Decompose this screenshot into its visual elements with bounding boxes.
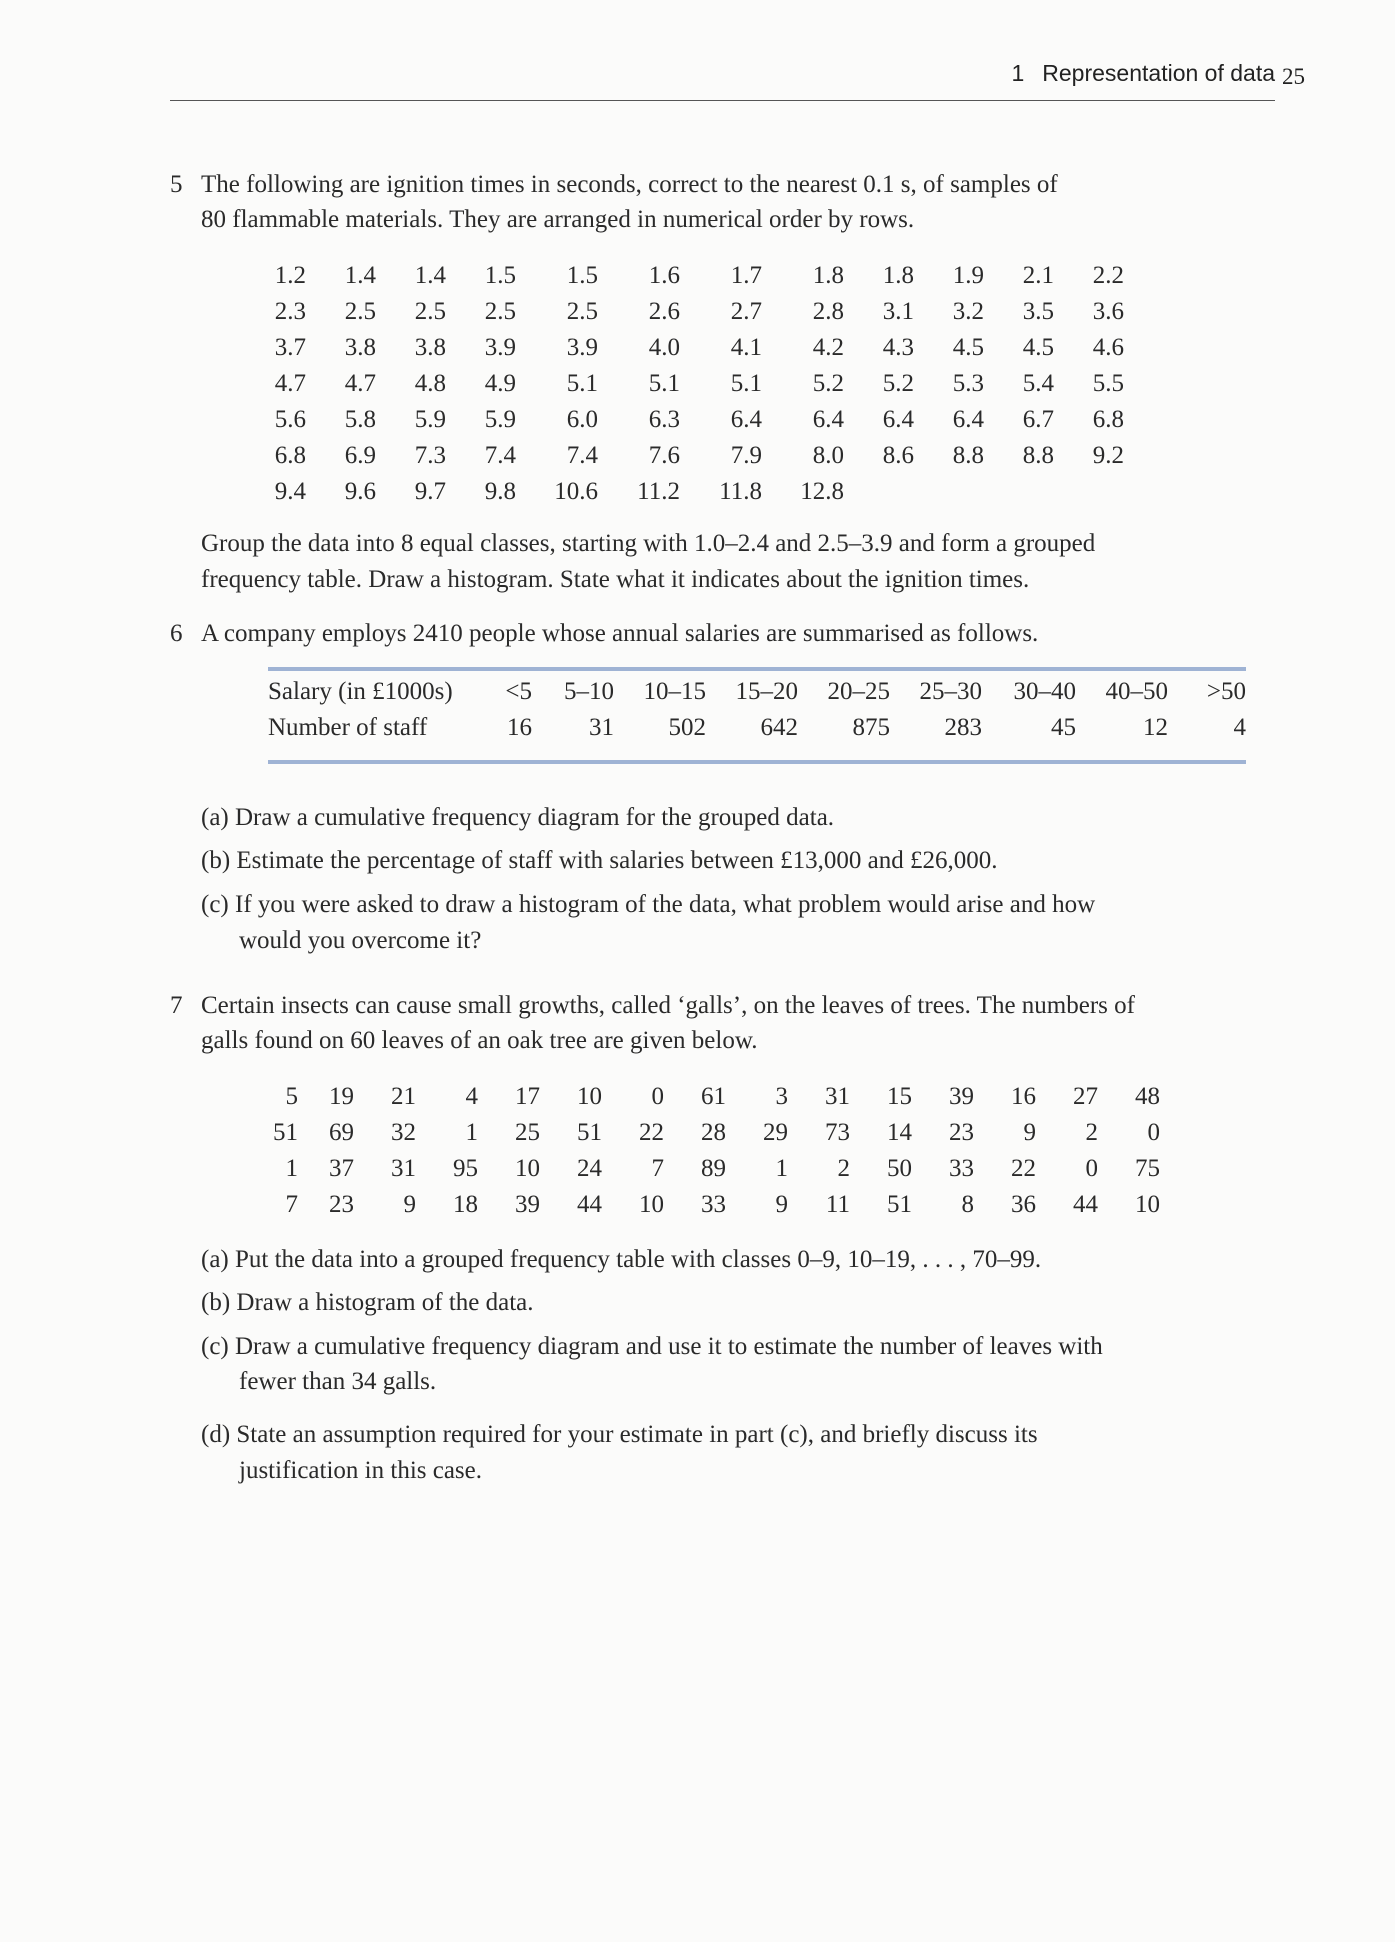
page-number: 25: [1282, 64, 1305, 89]
galls-count-cell: 51: [577, 1119, 602, 1146]
galls-count-cell: 16: [1011, 1083, 1036, 1110]
question-6-part-b: (b) Estimate the percentage of staff with salaries between £13,000 and £26,000.: [201, 847, 998, 874]
staff-count-cell: 283: [944, 714, 982, 741]
galls-count-cell: 21: [391, 1083, 416, 1110]
question-7-part-c-line2: fewer than 34 galls.: [239, 1368, 437, 1395]
ignition-time-cell: [844, 474, 914, 510]
question-6-text: A company employs 2410 people whose annual salaries are summarised as follows.: [201, 620, 1039, 647]
salary-class-cell: >50: [1206, 678, 1246, 705]
staff-count-cell: 12: [1143, 714, 1168, 741]
ignition-time-cell: 11.8: [719, 478, 762, 505]
galls-count-cell: 11: [825, 1191, 850, 1218]
ignition-time-cell: 3.2: [952, 298, 984, 325]
staff-count-cell: 16: [507, 714, 532, 741]
galls-count-cell: 39: [949, 1083, 974, 1110]
salary-class-cell: <5: [505, 678, 532, 705]
ignition-time-cell: 2.6: [648, 298, 680, 325]
galls-count-cell: 19: [329, 1083, 354, 1110]
ignition-time-cell: 4.9: [484, 370, 516, 397]
galls-count-cell: 32: [391, 1119, 416, 1146]
ignition-time-cell: 4.5: [1022, 334, 1054, 361]
salary-class-cell: 25–30: [919, 678, 982, 705]
galls-count-cell: 23: [329, 1191, 354, 1218]
galls-count-cell: 44: [577, 1191, 602, 1218]
galls-count-cell: 10: [577, 1083, 602, 1110]
question-6-part-a: (a) Draw a cumulative frequency diagram for the grouped data.: [201, 804, 835, 831]
galls-count-cell: 73: [825, 1119, 850, 1146]
ignition-time-cell: 8.8: [952, 442, 984, 469]
ignition-time-cell: 1.6: [648, 262, 680, 289]
salary-class-cell: 15–20: [735, 678, 798, 705]
ignition-time-cell: 6.4: [882, 406, 914, 433]
ignition-time-cell: 6.4: [952, 406, 984, 433]
salary-class-cell: 20–25: [827, 678, 890, 705]
ignition-time-cell: 5.8: [344, 406, 376, 433]
ignition-time-cell: 2.5: [414, 298, 446, 325]
galls-count-cell: 9: [1023, 1119, 1036, 1146]
ignition-time-cell: 7.4: [566, 442, 598, 469]
question-7-text-line1: Certain insects can cause small growths, called ‘galls’, on the leaves of trees. The numbers of: [201, 992, 1135, 1019]
ignition-time-cell: 2.1: [1022, 262, 1054, 289]
data-row: [262, 474, 1124, 510]
galls-count-cell: 51: [887, 1191, 912, 1218]
ignition-time-cell: 3.8: [344, 334, 376, 361]
staff-count-cell: 31: [589, 714, 614, 741]
question-7-part-c-line1: (c) Draw a cumulative frequency diagram and use it to estimate the number of leaves with: [201, 1333, 1103, 1360]
galls-count-cell: 10: [639, 1191, 664, 1218]
galls-count-cell: 9: [775, 1191, 788, 1218]
ignition-time-cell: 4.0: [648, 334, 680, 361]
galls-count-cell: 25: [515, 1119, 540, 1146]
ignition-time-cell: 5.9: [414, 406, 446, 433]
ignition-times-table: [262, 258, 1124, 510]
ignition-time-cell: 8.8: [1022, 442, 1054, 469]
galls-count-cell: 27: [1073, 1083, 1098, 1110]
ignition-time-cell: 9.4: [274, 478, 306, 505]
ignition-time-cell: 2.7: [730, 298, 762, 325]
galls-count-cell: 39: [515, 1191, 540, 1218]
question-6-number: 6: [170, 620, 183, 647]
ignition-time-cell: 8.6: [882, 442, 914, 469]
ignition-time-cell: 2.5: [566, 298, 598, 325]
galls-count-cell: 8: [961, 1191, 974, 1218]
ignition-time-cell: 6.4: [730, 406, 762, 433]
ignition-time-cell: 5.6: [274, 406, 306, 433]
data-row: [262, 402, 1124, 438]
salary-class-cell: 10–15: [643, 678, 706, 705]
galls-count-cell: 2: [837, 1155, 850, 1182]
question-7-part-d-line1: (d) State an assumption required for your estimate in part (c), and briefly discuss its: [201, 1421, 1038, 1448]
ignition-time-cell: 5.1: [648, 370, 680, 397]
data-row: [262, 438, 1124, 474]
question-7-part-b: (b) Draw a histogram of the data.: [201, 1289, 534, 1316]
question-7-number: 7: [170, 992, 183, 1019]
ignition-time-cell: 4.7: [274, 370, 306, 397]
ignition-time-cell: 4.3: [882, 334, 914, 361]
ignition-time-cell: 2.8: [812, 298, 844, 325]
ignition-time-cell: 3.1: [882, 298, 914, 325]
staff-count-cell: 502: [668, 714, 706, 741]
galls-count-cell: 69: [329, 1119, 354, 1146]
ignition-time-cell: 3.6: [1092, 298, 1124, 325]
ignition-time-cell: 1.8: [812, 262, 844, 289]
galls-count-cell: 10: [1135, 1191, 1160, 1218]
ignition-time-cell: 4.1: [730, 334, 762, 361]
salary-row-label: Salary (in £1000s): [268, 678, 453, 705]
chapter-title: [1011, 60, 1275, 87]
ignition-time-cell: [984, 474, 1054, 510]
galls-count-cell: 61: [701, 1083, 726, 1110]
chapter-title-text: Representation of data: [1042, 60, 1275, 86]
galls-count-cell: 44: [1073, 1191, 1098, 1218]
galls-count-cell: 50: [887, 1155, 912, 1182]
ignition-time-cell: 11.2: [637, 478, 680, 505]
ignition-time-cell: 1.5: [484, 262, 516, 289]
galls-count-cell: 18: [453, 1191, 478, 1218]
galls-count-cell: 95: [453, 1155, 478, 1182]
galls-count-cell: 89: [701, 1155, 726, 1182]
ignition-time-cell: 1.9: [952, 262, 984, 289]
staff-count-cell: 45: [1051, 714, 1076, 741]
galls-count-cell: 22: [1011, 1155, 1036, 1182]
galls-count-cell: 37: [329, 1155, 354, 1182]
galls-count-cell: 31: [825, 1083, 850, 1110]
galls-count-cell: 31: [391, 1155, 416, 1182]
ignition-time-cell: 5.2: [882, 370, 914, 397]
ignition-time-cell: 2.5: [484, 298, 516, 325]
ignition-time-cell: 5.3: [952, 370, 984, 397]
ignition-time-cell: 5.9: [484, 406, 516, 433]
ignition-time-cell: 3.8: [414, 334, 446, 361]
ignition-time-cell: 4.5: [952, 334, 984, 361]
ignition-time-cell: 10.6: [554, 478, 598, 505]
galls-count-cell: 17: [515, 1083, 540, 1110]
ignition-time-cell: 4.8: [414, 370, 446, 397]
ignition-time-cell: 1.4: [414, 262, 446, 289]
ignition-time-cell: 9.2: [1092, 442, 1124, 469]
question-7-part-d-line2: justification in this case.: [239, 1457, 483, 1484]
galls-count-cell: 14: [887, 1119, 912, 1146]
salary-class-cell: 30–40: [1013, 678, 1076, 705]
galls-count-cell: 29: [763, 1119, 788, 1146]
staff-count-cell: 875: [852, 714, 890, 741]
ignition-time-cell: 1.2: [274, 262, 306, 289]
ignition-time-cell: 3.5: [1022, 298, 1054, 325]
question-5-text-line2: 80 flammable materials. They are arranged in numerical order by rows.: [201, 206, 915, 233]
ignition-time-cell: 6.7: [1022, 406, 1054, 433]
ignition-time-cell: 6.4: [812, 406, 844, 433]
ignition-time-cell: 6.8: [1092, 406, 1124, 433]
ignition-time-cell: 6.8: [274, 442, 306, 469]
staff-count-cell: 642: [760, 714, 798, 741]
galls-count-cell: 10: [515, 1155, 540, 1182]
data-row: [262, 366, 1124, 402]
galls-count-cell: 75: [1135, 1155, 1160, 1182]
ignition-time-cell: 8.0: [812, 442, 844, 469]
galls-count-cell: 7: [285, 1191, 298, 1218]
galls-count-cell: 5: [285, 1083, 298, 1110]
question-5-instruction-line1: Group the data into 8 equal classes, starting with 1.0–2.4 and 2.5–3.9 and form a grouped: [201, 530, 1096, 557]
galls-count-cell: 4: [465, 1083, 478, 1110]
galls-count-cell: 2: [1085, 1119, 1098, 1146]
question-6-part-c-line1: (c) If you were asked to draw a histogram of the data, what problem would arise and how: [201, 891, 1096, 918]
running-head: [170, 60, 1275, 101]
galls-count-cell: 36: [1011, 1191, 1036, 1218]
galls-count-cell: 1: [285, 1155, 298, 1182]
question-6-part-c-line2: would you overcome it?: [239, 927, 482, 954]
ignition-time-cell: 3.7: [274, 334, 306, 361]
table-top-rule: [268, 667, 1246, 671]
galls-count-cell: 0: [1147, 1119, 1160, 1146]
ignition-time-cell: 5.4: [1022, 370, 1054, 397]
data-row: [262, 1079, 1160, 1115]
ignition-time-cell: 1.5: [566, 262, 598, 289]
galls-count-cell: 28: [701, 1119, 726, 1146]
galls-count-cell: 9: [403, 1191, 416, 1218]
galls-count-cell: 1: [465, 1119, 478, 1146]
salary-row: [268, 674, 1246, 710]
ignition-time-cell: 4.6: [1092, 334, 1124, 361]
ignition-time-cell: 5.2: [812, 370, 844, 397]
ignition-time-cell: 12.8: [800, 478, 844, 505]
ignition-time-cell: 2.2: [1092, 262, 1124, 289]
question-7-text-line2: galls found on 60 leaves of an oak tree are given below.: [201, 1027, 758, 1054]
galls-count-cell: 0: [651, 1083, 664, 1110]
galls-count-cell: 1: [775, 1155, 788, 1182]
ignition-time-cell: 2.3: [274, 298, 306, 325]
galls-count-cell: 24: [577, 1155, 602, 1182]
data-row: [262, 1115, 1160, 1151]
galls-count-cell: 7: [651, 1155, 664, 1182]
staff-count-row: [268, 710, 1246, 746]
ignition-time-cell: 5.1: [730, 370, 762, 397]
galls-count-cell: 33: [701, 1191, 726, 1218]
galls-count-cell: 3: [775, 1083, 788, 1110]
data-row: [262, 1187, 1160, 1223]
galls-count-cell: 15: [887, 1083, 912, 1110]
data-row: [262, 294, 1124, 330]
ignition-time-cell: 4.2: [812, 334, 844, 361]
salary-table: [268, 674, 1246, 746]
galls-count-cell: 23: [949, 1119, 974, 1146]
ignition-time-cell: 7.4: [484, 442, 516, 469]
question-5-instruction-line2: frequency table. Draw a histogram. State what it indicates about the ignition times.: [201, 566, 1030, 593]
ignition-time-cell: 7.9: [730, 442, 762, 469]
ignition-time-cell: 5.1: [566, 370, 598, 397]
galls-data-table: [262, 1079, 1160, 1223]
galls-count-cell: 0: [1085, 1155, 1098, 1182]
ignition-time-cell: 1.8: [882, 262, 914, 289]
ignition-time-cell: 9.8: [484, 478, 516, 505]
galls-count-cell: 33: [949, 1155, 974, 1182]
ignition-time-cell: 4.7: [344, 370, 376, 397]
ignition-time-cell: 2.5: [344, 298, 376, 325]
ignition-time-cell: 3.9: [566, 334, 598, 361]
galls-count-cell: 51: [273, 1119, 298, 1146]
ignition-time-cell: 7.3: [414, 442, 446, 469]
question-7-part-a: (a) Put the data into a grouped frequency table with classes 0–9, 10–19, . . . , 70–99.: [201, 1246, 1042, 1273]
data-row: [262, 1151, 1160, 1187]
ignition-time-cell: 1.4: [344, 262, 376, 289]
ignition-time-cell: 3.9: [484, 334, 516, 361]
ignition-time-cell: 9.6: [344, 478, 376, 505]
table-bottom-rule: [268, 760, 1246, 764]
salary-class-cell: 40–50: [1105, 678, 1168, 705]
ignition-time-cell: 5.5: [1092, 370, 1124, 397]
ignition-time-cell: 1.7: [730, 262, 762, 289]
ignition-time-cell: 6.0: [566, 406, 598, 433]
staff-count-row-label: Number of staff: [268, 714, 428, 741]
ignition-time-cell: 6.3: [648, 406, 680, 433]
staff-count-cell: 4: [1233, 714, 1246, 741]
ignition-time-cell: [1054, 474, 1124, 510]
question-5-number: 5: [170, 171, 183, 198]
ignition-time-cell: [914, 474, 984, 510]
chapter-number: 1: [1011, 60, 1025, 86]
ignition-time-cell: 9.7: [414, 478, 446, 505]
data-row: [262, 258, 1124, 294]
ignition-time-cell: 6.9: [344, 442, 376, 469]
salary-class-cell: 5–10: [564, 678, 614, 705]
data-row: [262, 330, 1124, 366]
question-5-text-line1: The following are ignition times in seconds, correct to the nearest 0.1 s, of samples of: [201, 171, 1058, 198]
ignition-time-cell: 7.6: [648, 442, 680, 469]
galls-count-cell: 48: [1135, 1083, 1160, 1110]
galls-count-cell: 22: [639, 1119, 664, 1146]
